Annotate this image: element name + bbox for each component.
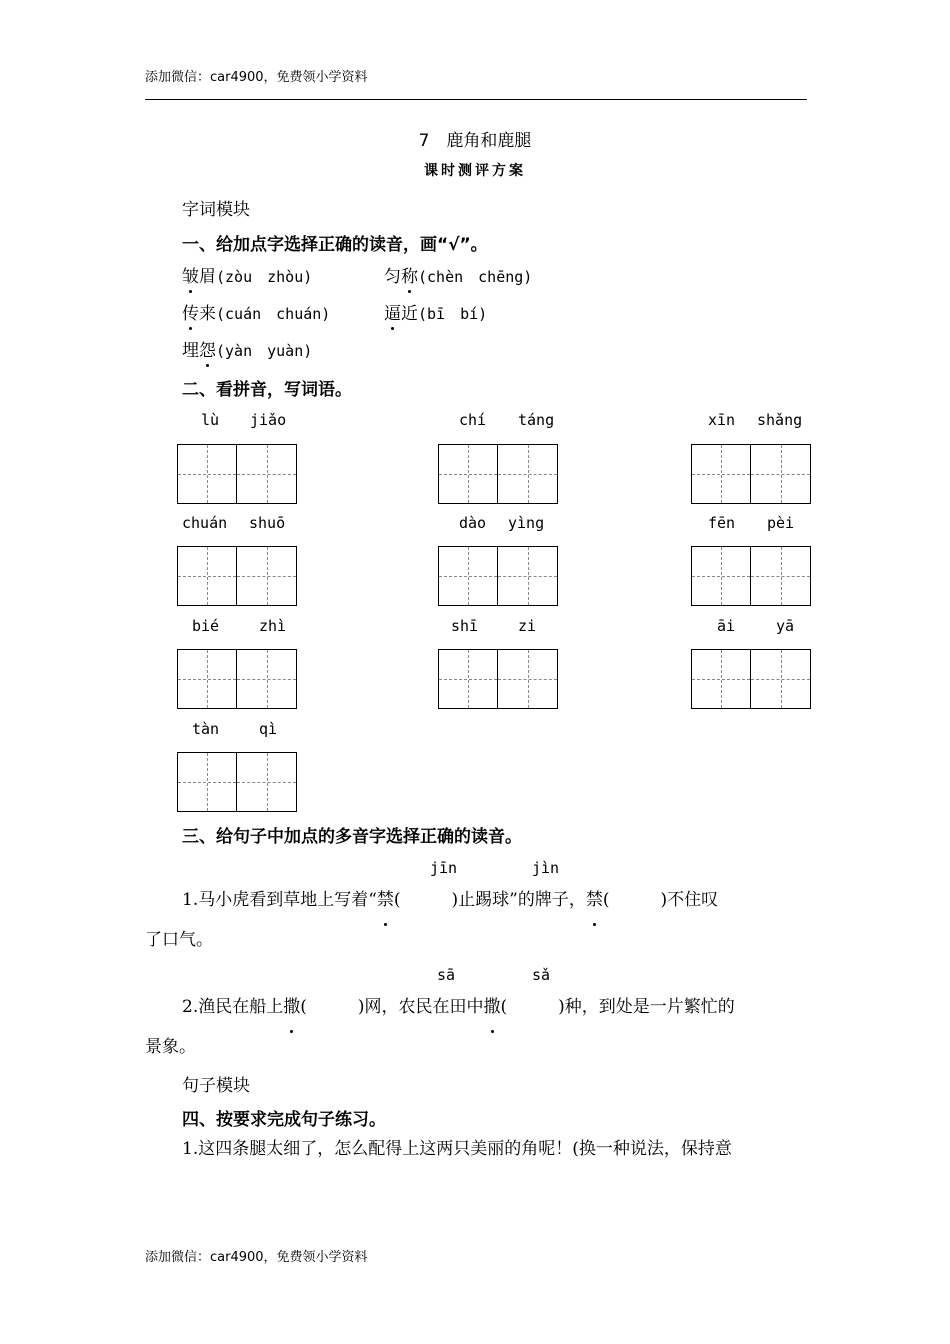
writing-grid[interactable] [438,546,558,606]
q3-heading: 三、给句子中加点的多音字选择正确的读音。 [182,827,522,847]
q1-item-3: 传来(cuán chuán) [182,299,330,324]
page-header: 添加微信：car4900，免费领小学资料 [145,70,368,85]
q3-sentence-2-line-2: 景象。 [145,1037,196,1057]
q1-heading: 一、给加点字选择正确的读音，画“√”。 [182,235,488,255]
q1-item-5: 埋怨(yàn yuàn) [182,336,312,361]
writing-grid[interactable] [177,444,297,504]
lesson-subtitle: 课时测评方案 [424,163,526,179]
q1-item-4: 逼近(bī bí) [384,299,487,324]
q3-sentence-1-line-2: 了口气。 [145,930,213,950]
writing-grid[interactable] [177,649,297,709]
writing-grid[interactable] [691,546,811,606]
q3-sentence-1-line-1: 1.马小虎看到草地上写着“禁( )止踢球”的牌子，禁( )不住叹 [182,880,718,920]
page-footer: 添加微信：car4900，免费领小学资料 [145,1250,368,1265]
lesson-title: 7 鹿角和鹿腿 [418,131,532,151]
writing-grid[interactable] [438,649,558,709]
writing-grid[interactable] [691,649,811,709]
q1-item-2: 匀称(chèn chēng) [384,262,532,287]
q1-item-1: 皱眉(zòu zhòu) [182,262,312,287]
q3-s2-pinyin-1: sā [437,966,456,984]
module-words-heading: 字词模块 [182,200,250,220]
q3-s1-pinyin-2: jìn [532,859,560,877]
writing-grid[interactable] [438,444,558,504]
q4-heading: 四、按要求完成句子练习。 [182,1110,386,1130]
header-rule [145,99,807,100]
writing-grid[interactable] [177,752,297,812]
q2-heading: 二、看拼音，写词语。 [182,380,352,400]
module-sentences-heading: 句子模块 [182,1076,250,1096]
q4-sentence-1: 1.这四条腿太细了，怎么配得上这两只美丽的角呢！(换一种说法，保持意 [182,1139,732,1159]
q3-s1-pinyin-1: jīn [430,859,458,877]
writing-grid[interactable] [691,444,811,504]
writing-grid[interactable] [177,546,297,606]
q3-sentence-2-line-1: 2.渔民在船上撒( )网，农民在田中撒( )种，到处是一片繁忙的 [182,987,735,1027]
q3-s2-pinyin-2: sǎ [532,966,551,984]
